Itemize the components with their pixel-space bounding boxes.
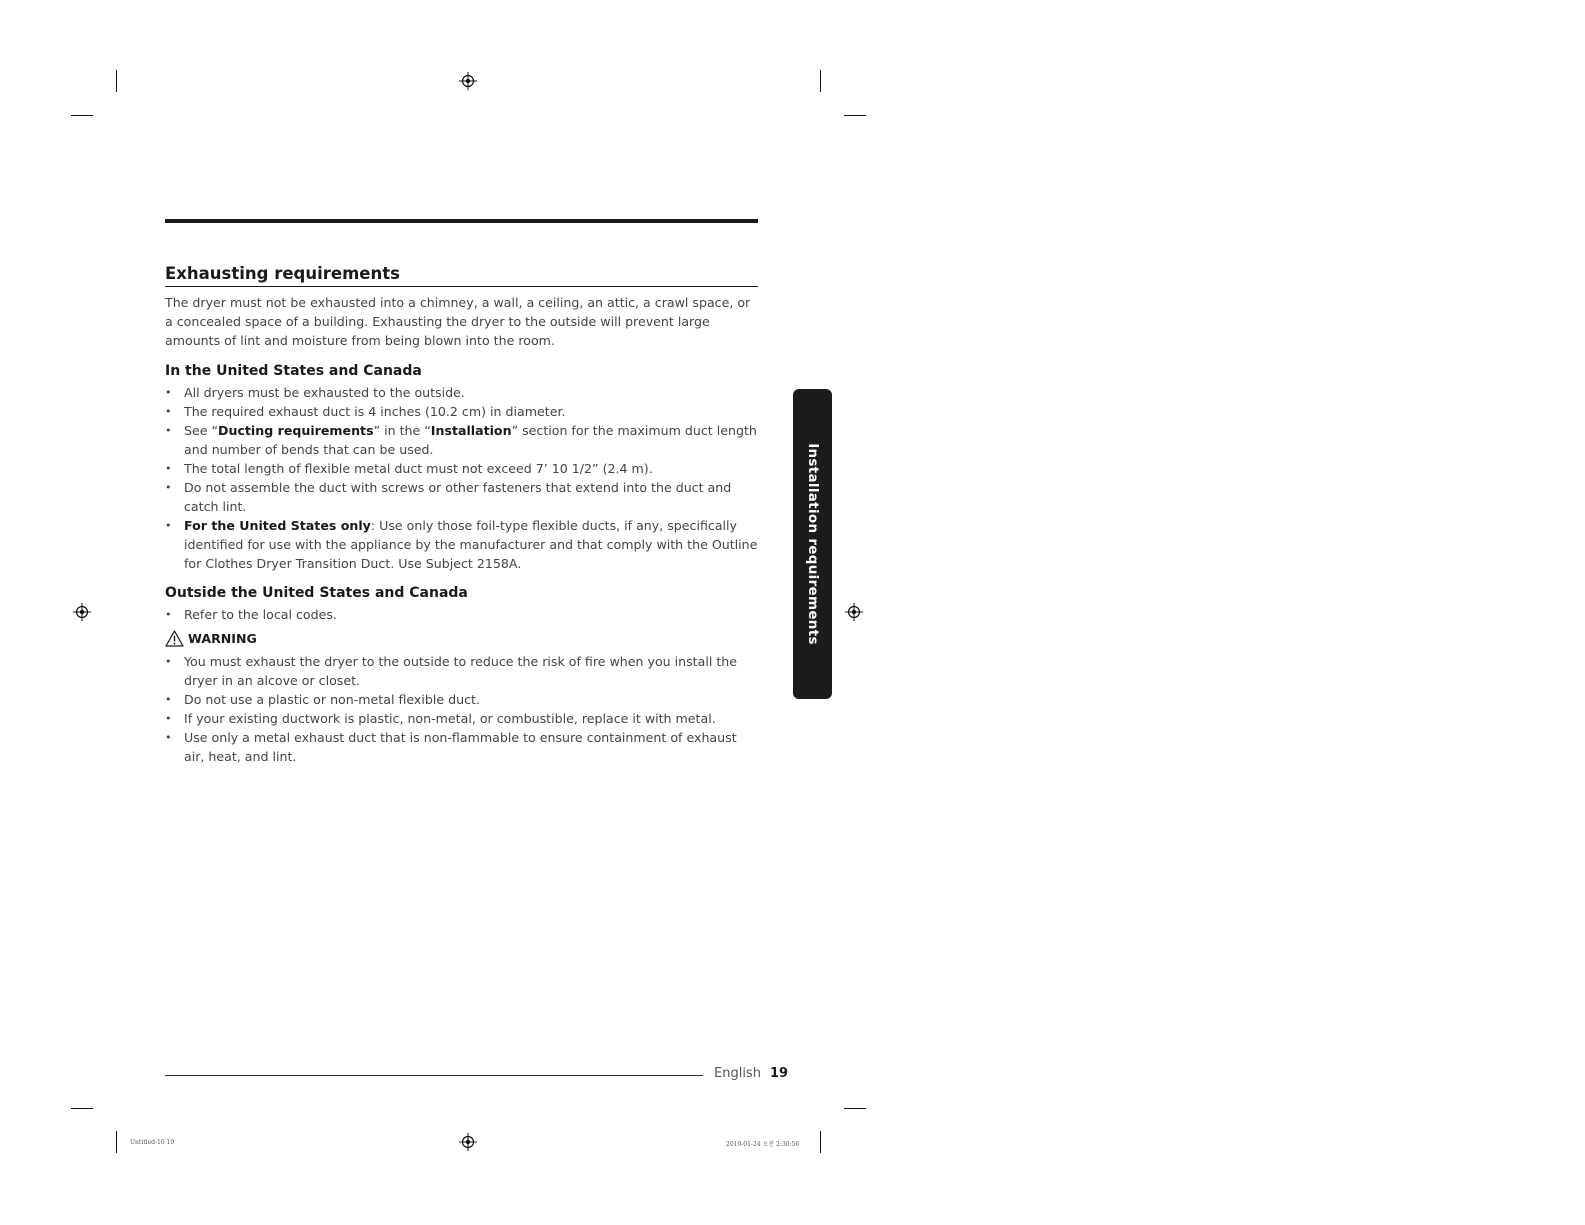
ref-installation: Installation [430, 422, 512, 438]
list-item [165, 516, 758, 573]
list-item: • All dryers must be exhausted to the outside. [165, 383, 758, 402]
subheading-outside: Outside the United States and Canada [165, 584, 468, 601]
us-canada-list [165, 383, 758, 573]
list-item: • You must exhaust the dryer to the outside to reduce the risk of fire when you install the dryer in an alcove or closet. [165, 652, 758, 690]
list-item: • The total length of flexible metal duct must not exceed 7’ 10 1/2” (2.4 m). [165, 459, 758, 478]
list-item: • The required exhaust duct is 4 inches (10.2 cm) in diameter. [165, 402, 758, 421]
warning-label: WARNING [188, 630, 257, 646]
warning-heading [165, 630, 758, 648]
us-only-label: For the United States only [184, 517, 371, 533]
list-item: • Refer to the local codes. [165, 605, 758, 624]
crop-mark [820, 70, 821, 92]
outside-list [165, 605, 758, 624]
registration-mark-icon [73, 603, 91, 621]
section-top-rule [165, 219, 758, 223]
list-item: • Do not assemble the duct with screws or other fasteners that extend into the duct and catch lint. [165, 478, 758, 516]
registration-mark-icon [845, 603, 863, 621]
crop-mark [116, 70, 117, 92]
footer-language: English [714, 1066, 761, 1081]
crop-mark [820, 1131, 821, 1153]
page-content [165, 264, 758, 766]
warning-triangle-icon [165, 630, 184, 647]
print-slug-right: 2019-01-24 오전 2:30:56 [726, 1141, 800, 1148]
print-slug-left: Untitled-16 19 [130, 1139, 175, 1146]
crop-mark [116, 1131, 117, 1153]
registration-mark-icon [459, 1133, 477, 1151]
page-number: 19 [770, 1066, 789, 1081]
ref-ducting-requirements: Ducting requirements [218, 422, 374, 438]
side-tab-label: Installation requirements [804, 443, 821, 645]
list-item: • If your existing ductwork is plastic, non-metal, or combustible, replace it with metal. [165, 709, 758, 728]
crop-mark [71, 1108, 93, 1109]
footer-rule [165, 1075, 703, 1076]
list-item: • Do not use a plastic or non-metal flexible duct. [165, 690, 758, 709]
list-item-text: ” in the “ [373, 422, 431, 438]
registration-mark-icon [459, 72, 477, 90]
list-item-text: See “ [184, 422, 219, 438]
list-item [165, 421, 758, 459]
list-item-text: : Use only those foil-type flexible ducts, if any, specifically identified for use with the appliance by the manufacturer and that comply with the Outline for Clothes Dryer Transition Duct. Use Subject 2158A. [184, 517, 758, 571]
crop-mark [71, 115, 93, 116]
warning-list [165, 652, 758, 766]
crop-mark [844, 1108, 866, 1109]
section-title: Exhausting requirements [165, 264, 758, 287]
subheading-us-canada: In the United States and Canada [165, 362, 422, 379]
list-item: • Use only a metal exhaust duct that is non-flammable to ensure containment of exhaust air, heat, and lint. [165, 728, 758, 766]
side-tab-installation-requirements [793, 389, 832, 699]
intro-paragraph: The dryer must not be exhausted into a chimney, a wall, a ceiling, an attic, a crawl space, or a concealed space of a building. Exhausting the dryer to the outside will prevent large amounts of lint and moisture from being blown into the room. [165, 295, 751, 349]
list-item-text: ” section for the maximum duct length and number of bends that can be used. [184, 422, 757, 457]
crop-mark [844, 115, 866, 116]
